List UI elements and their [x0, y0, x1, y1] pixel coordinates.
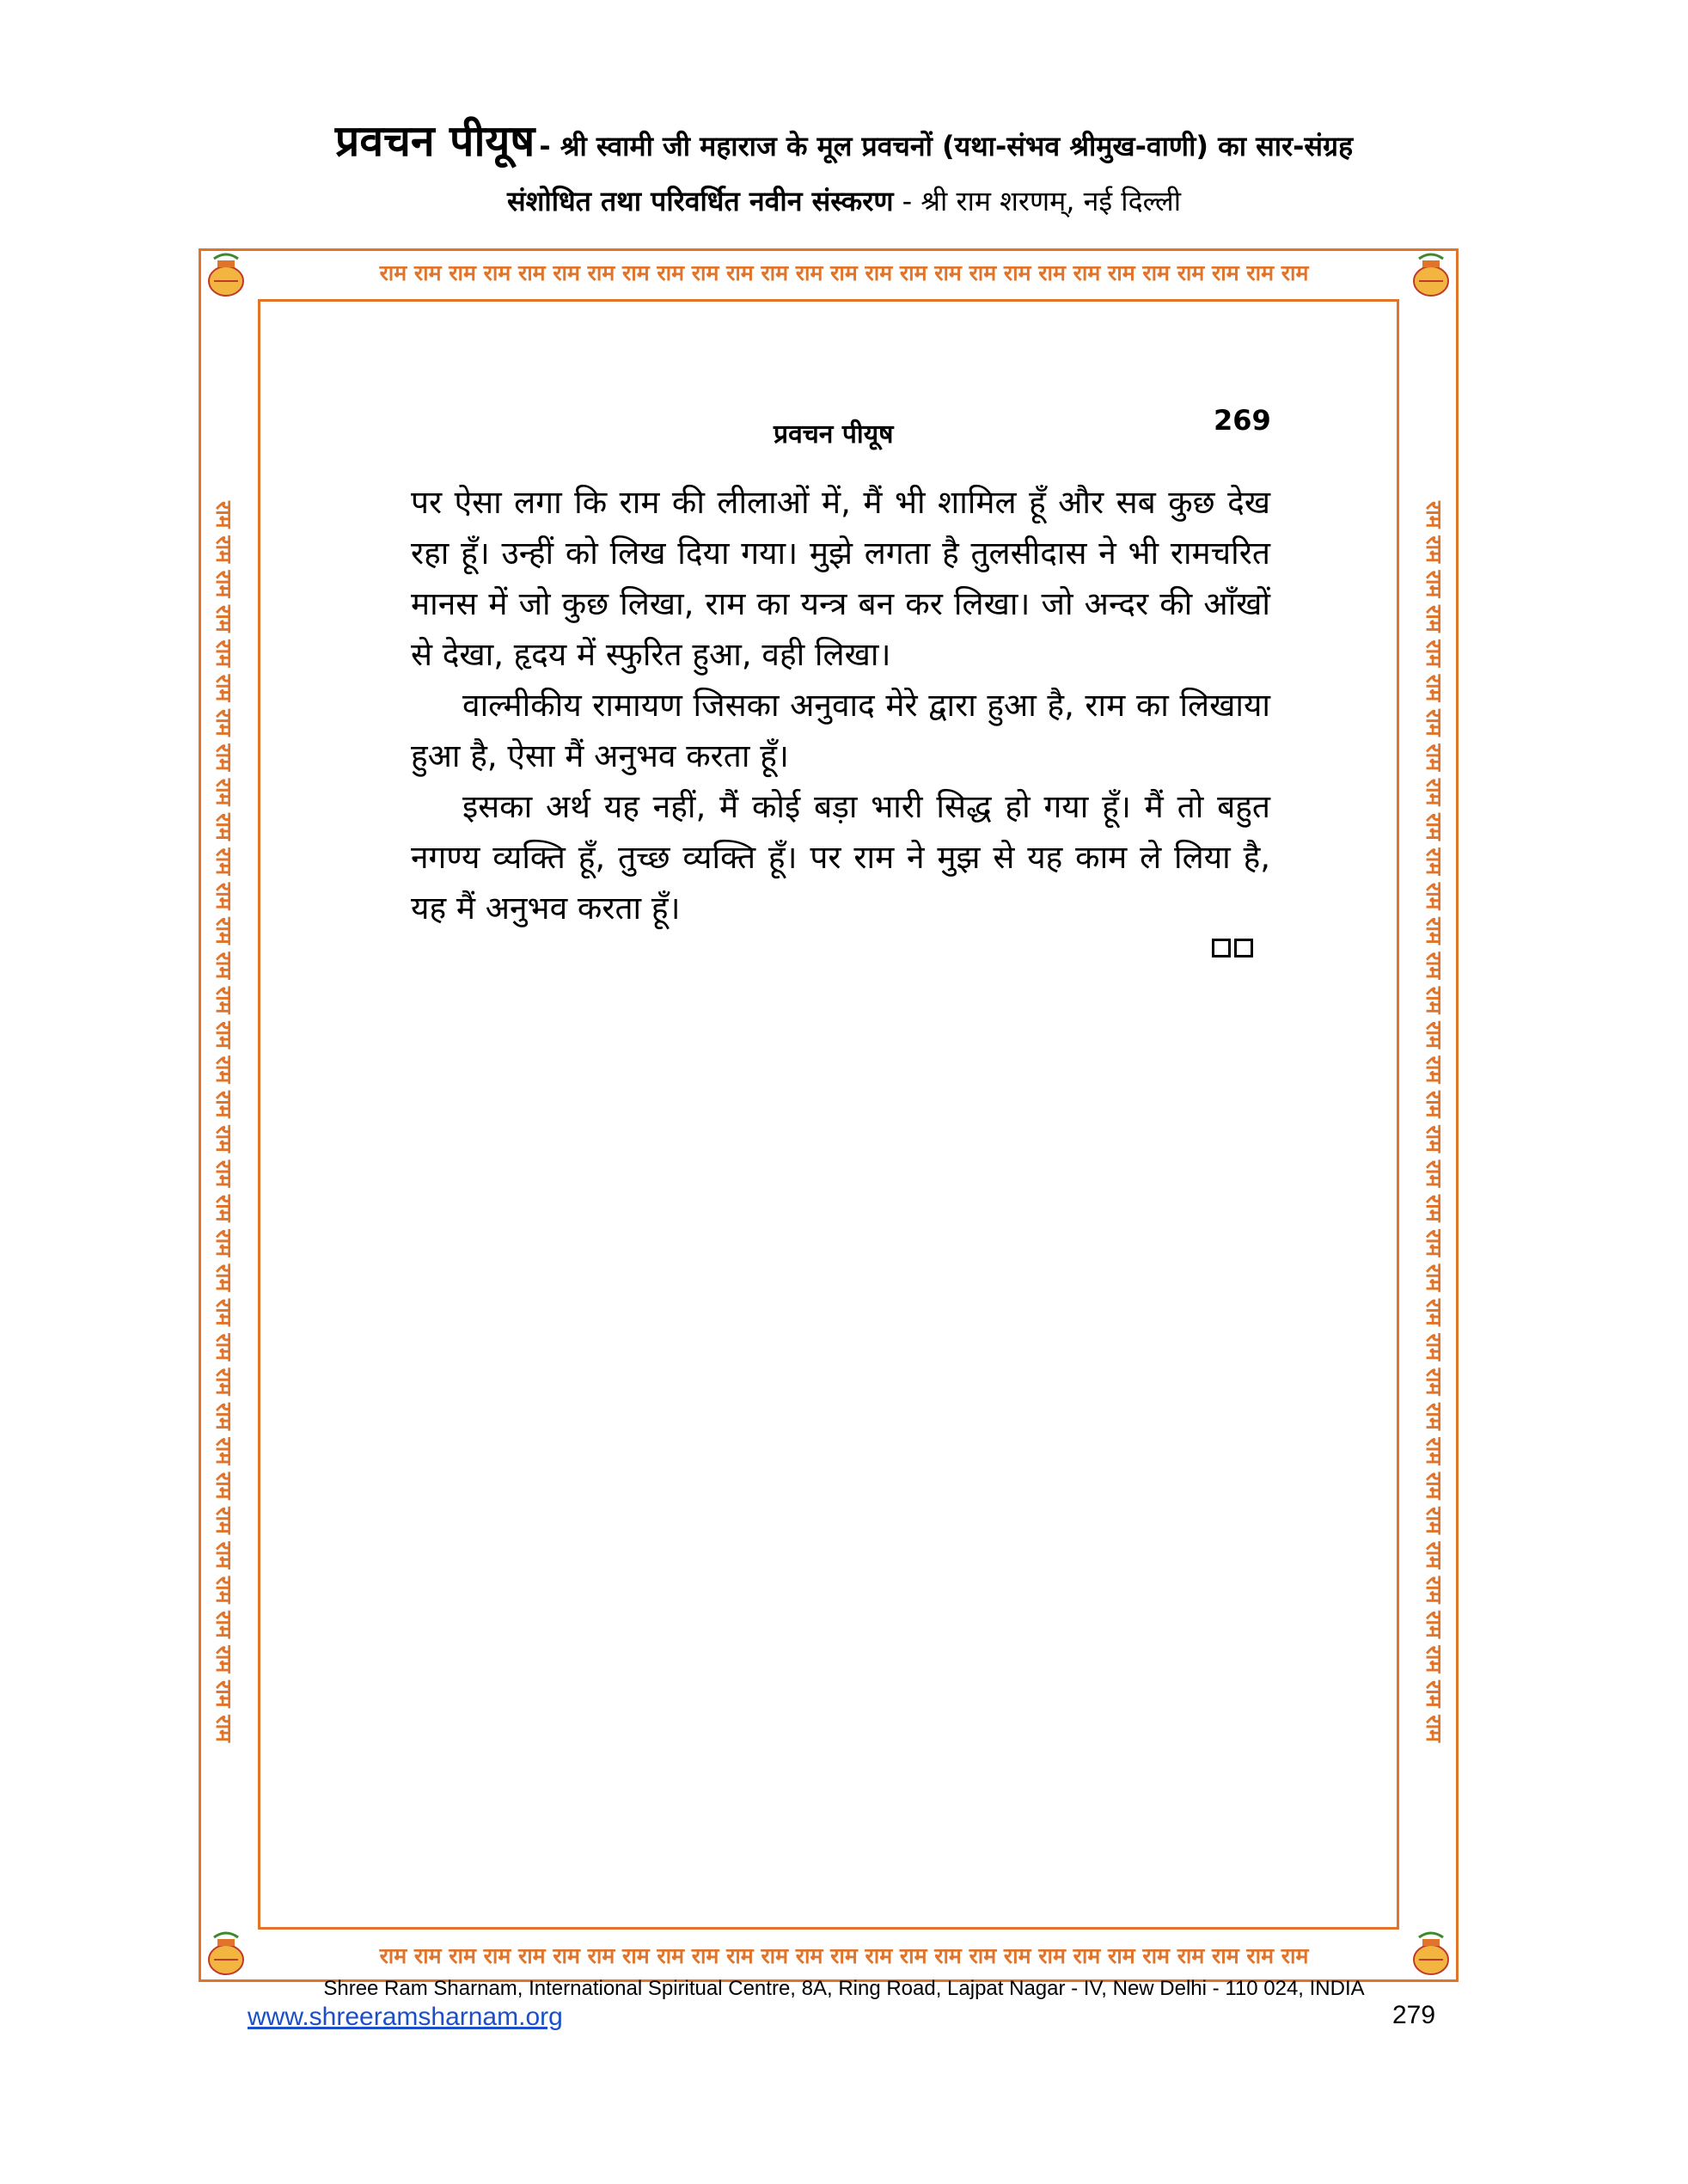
ram-border-bottom: राम राम राम राम राम राम राम राम राम राम राम राम राम राम राम राम राम राम राम राम राम राम राम राम राम राम राम [379, 1943, 1309, 1968]
paragraph: पर ऐसा लगा कि राम की लीलाओं में, मैं भी शामिल हूँ और सब कुछ देख रहा हूँ। उन्हीं को लिख दिया गया। मुझे लगता है तुलसीदास ने भी रामचरित मानस में जो कुछ लिखा, राम का यन्त्र बन कर लिखा। जो अन्दर की आँखों से देखा, हृदय में स्फुरित हुआ, वही लिखा। [411, 484, 1270, 673]
ram-border-left [206, 327, 241, 1917]
ram-border-right [1416, 327, 1451, 1917]
scan-body-text [411, 477, 1270, 933]
publisher-label: - श्री राम शरणम्, नई दिल्ली [902, 185, 1181, 217]
section-end-mark [1212, 939, 1253, 957]
book-title: प्रवचन पीयूष [334, 116, 535, 166]
kalash-icon [202, 1930, 250, 1979]
scan-running-title: प्रवचन पीयूष [774, 419, 894, 450]
ram-border-right-text: राम राम राम राम राम राम राम राम राम राम राम राम राम राम राम राम राम राम राम राम राम राम राम राम राम राम राम राम राम राम राम राम राम राम राम राम [1422, 500, 1446, 1743]
ram-border-left-text: राम राम राम राम राम राम राम राम राम राम राम राम राम राम राम राम राम राम राम राम राम राम राम राम राम राम राम राम राम राम राम राम राम राम राम राम [211, 500, 236, 1743]
book-subtitle: - श्री स्वामी जी महाराज के मूल प्रवचनों (यथा-संभव श्रीमुख-वाणी) का सार-संग्रह [539, 130, 1354, 162]
paragraph: वाल्मीकीय रामायण जिसका अनुवाद मेरे द्वारा हुआ है, राम का लिखाया हुआ है, ऐसा मैं अनुभव करता हूँ। [411, 687, 1270, 774]
scan-page-number: 269 [1214, 404, 1271, 437]
website-link[interactable]: www.shreeramsharnam.org [248, 2003, 563, 2031]
kalash-icon [1407, 252, 1455, 300]
footer-address: Shree Ram Sharnam, International Spiritual Centre, 8A, Ring Road, Lajpat Nagar - IV, New Delhi - 110 024, INDIA [323, 1977, 1365, 2000]
footer-page-number: 279 [1392, 2001, 1436, 2029]
ram-border-top: राम राम राम राम राम राम राम राम राम राम राम राम राम राम राम राम राम राम राम राम राम राम राम राम राम राम राम [379, 260, 1309, 285]
end-square-icon [1212, 939, 1231, 957]
end-square-icon [1234, 939, 1253, 957]
kalash-icon [1407, 1930, 1455, 1979]
paragraph: इसका अर्थ यह नहीं, मैं कोई बड़ा भारी सिद्ध हो गया हूँ। मैं तो बहुत नगण्य व्यक्ति हूँ, तुच्छ व्यक्ति हूँ। पर राम ने मुझ से यह काम ले लिया है, यह मैं अनुभव करता हूँ। [411, 788, 1270, 927]
kalash-icon [202, 252, 250, 300]
edition-label: संशोधित तथा परिवर्धित नवीन संस्करण [507, 185, 894, 217]
page-header-edition-line [0, 182, 1688, 219]
page-header-title-line [0, 110, 1688, 168]
